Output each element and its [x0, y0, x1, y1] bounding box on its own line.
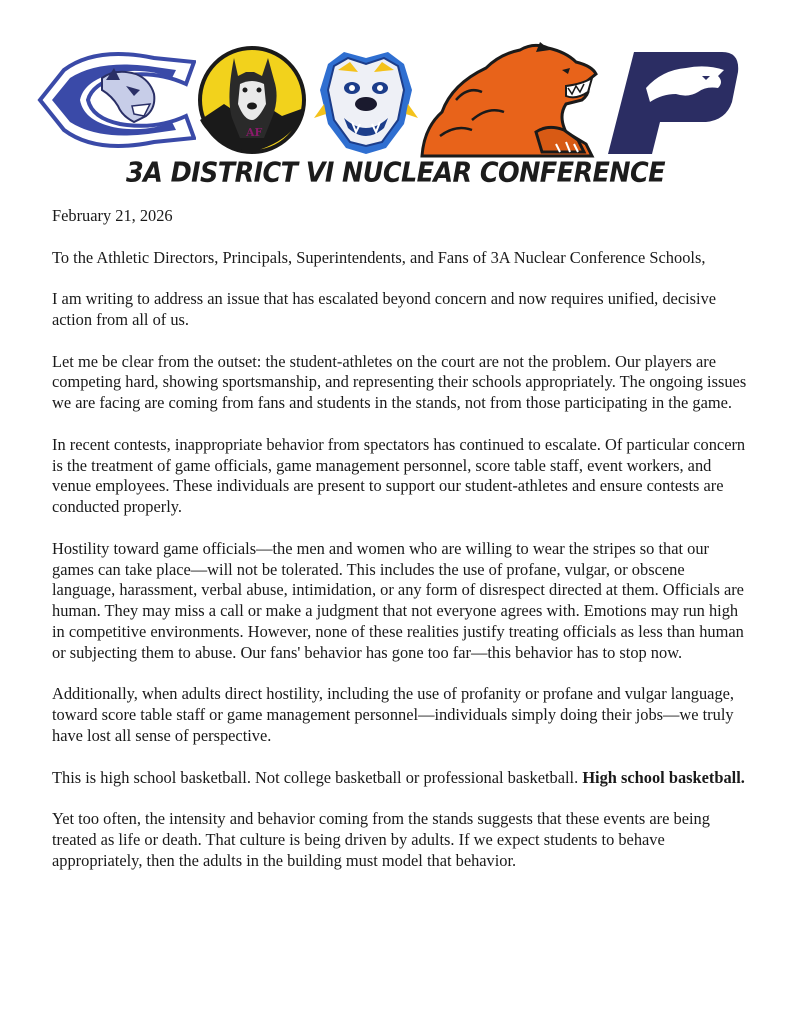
- letter-paragraph: Yet too often, the intensity and behavior coming from the stands suggests that these events are being treated as life or death. That culture is being driven by adults. If we expect students to behave appropriately, then the adults in the building must model that behavior.: [52, 809, 710, 870]
- letter-salutation: To the Athletic Directors, Principals, Superintendents, and Fans of 3A Nuclear Conference Schools,: [52, 247, 706, 267]
- letter-paragraph: Let me be clear from the outset: the student-athletes on the court are not the problem. Our players are competing hard, showing sportsmanship, and representing their schools appropriately. The ongoing issues we are facing are coming from fans and students in the stands, not from those participating in the game.: [52, 351, 747, 413]
- bear-logo: [416, 40, 606, 158]
- letter-paragraph: Hostility toward game officials—the men and women who are willing to wear the stripes so that our games can take place—will not be tolerated. This includes the use of profane, vulgar, or obscene language, harassment, verbal abuse, intimidation, or any form of disrespect directed at them. Officials are human. They may miss a call or make a judgment that not everyone agrees with. Emotions may run high in competitive environments. However, none of these realities justify treating officials as less than human or subjecting them to abuse. Our fans' behavior has gone too far—this behavior has to stop now.: [52, 538, 744, 662]
- letter-paragraph-high-school: [52, 768, 747, 789]
- letter-body: [52, 206, 747, 892]
- high-school-text: This is high school basketball. Not college basketball or professional basketball.: [52, 767, 583, 787]
- husky-logo: [194, 44, 310, 156]
- panther-p-logo: [606, 48, 740, 156]
- letter-paragraph: Additionally, when adults direct hostility, including the use of profanity or profane and vulgar language, toward score table staff or game management personnel—individuals simply doing their jobs—we truly have lost all sense of perspective.: [52, 684, 735, 745]
- conference-title: 3A DISTRICT VI NUCLEAR CONFERENCE: [126, 156, 665, 190]
- bulldog-logo: [308, 44, 424, 156]
- letter-date: February 21, 2026: [52, 206, 173, 225]
- high-school-emphasis: High school basketball.: [582, 767, 745, 787]
- letter-paragraph: I am writing to address an issue that has escalated beyond concern and now requires unified, decisive action from all of us.: [52, 289, 717, 329]
- cougar-logo: [36, 50, 196, 150]
- letter-paragraph: In recent contests, inappropriate behavior from spectators has continued to escalate. Of particular concern is the treatment of game officials, game management personnel, score table staff, event workers, and venue employees. These individuals are present to support our student-athletes and ensure contests are conducted properly.: [52, 434, 746, 517]
- conference-logos-banner: [36, 40, 740, 158]
- husky-monogram: AF: [246, 126, 263, 139]
